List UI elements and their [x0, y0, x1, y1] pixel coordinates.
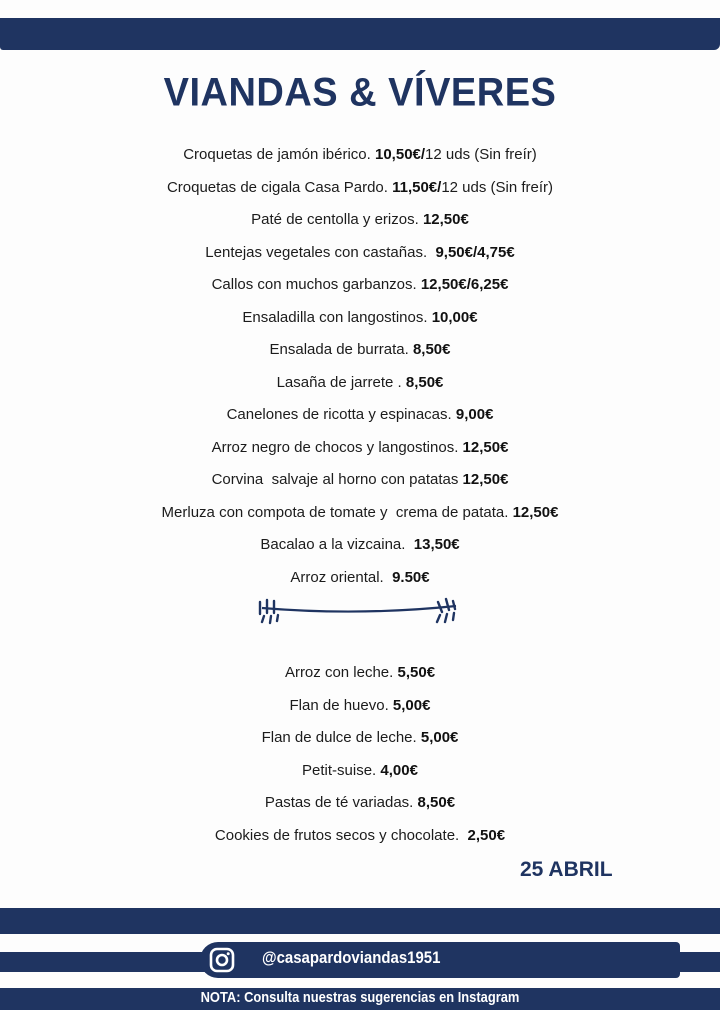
menu-item-name: Merluza con compota de tomate y crema de patata.: [161, 503, 513, 521]
menu-item-price: 12,50€/6,25€: [420, 276, 509, 293]
menu-item: [0, 787, 720, 820]
instagram-icon[interactable]: [207, 946, 237, 974]
menu-item-price: 12,50€: [512, 503, 559, 521]
menu-item-name: Arroz oriental.: [290, 568, 393, 586]
menu-item-price: 8,50€: [417, 794, 456, 811]
menu-item: [0, 237, 720, 270]
menu-item: [0, 820, 720, 853]
menu-item-name: Lasaña de jarrete .: [276, 373, 406, 391]
menu-item-price: 8,50€: [412, 341, 451, 358]
menu-item: [0, 139, 720, 172]
menu-item-name: Pastas de té variadas.: [264, 794, 418, 811]
menu-item-name: Croquetas de jamón ibérico.: [183, 146, 375, 163]
page-title: VIANDAS & VÍVERES: [163, 70, 557, 116]
menu-item: [0, 367, 720, 400]
menu-item: [0, 529, 720, 562]
menu-item: [0, 497, 720, 530]
menu-item-name: Lentejas vegetales con castañas.: [205, 243, 436, 261]
menu-item-name: Flan de dulce de leche.: [261, 729, 421, 746]
menu-item: [0, 722, 720, 755]
menu-item-price: 10,00€: [431, 308, 478, 326]
menu-item-name: Croquetas de cigala Casa Pardo.: [166, 178, 393, 196]
menu-item-price: 9.50€: [392, 568, 430, 586]
menu-item-name: Ensalada de burrata.: [269, 341, 413, 358]
menu-item-price: 5,00€: [392, 696, 431, 714]
mains-list: [0, 139, 720, 594]
menu-item: [0, 269, 720, 302]
menu-item-name: Corvina salvaje al horno con patatas: [211, 471, 463, 488]
footer-note: NOTA: Consulta nuestras sugerencias en Instagram: [200, 989, 520, 1006]
instagram-handle[interactable]: @casapardoviandas1951: [262, 948, 441, 967]
menu-item-name: Bacalao a la vizcaina.: [260, 536, 414, 553]
menu-item-price: 10,50€/: [375, 146, 426, 163]
menu-item: [0, 432, 720, 465]
menu-item-price: 11,50€/: [392, 178, 442, 196]
menu-item: [0, 334, 720, 367]
menu-item-name: Paté de centolla y erizos.: [251, 211, 423, 228]
menu-item-price: 13,50€: [413, 536, 460, 553]
menu-item: [0, 657, 720, 690]
menu-item-price: 2,50€: [467, 826, 506, 844]
menu-item: [0, 399, 720, 432]
menu-item: [0, 172, 720, 205]
menu-item-unit: 12 uds (Sin freír): [441, 178, 554, 196]
menu-item-name: Flan de huevo.: [289, 696, 393, 714]
menu-item-name: Callos con muchos garbanzos.: [211, 276, 421, 293]
menu-item: [0, 204, 720, 237]
menu-item-name: Cookies de frutos secos y chocolate.: [214, 826, 468, 844]
menu-item-price: 9,50€/4,75€: [435, 243, 515, 261]
menu-item-name: Canelones de ricotta y espinacas.: [226, 406, 456, 423]
branch-divider-icon: [252, 596, 466, 626]
desserts-list: [0, 657, 720, 852]
menu-item-price: 12,50€: [462, 471, 509, 488]
menu-item: [0, 464, 720, 497]
menu-item-unit: 12 uds (Sin freír): [425, 146, 537, 163]
menu-item-name: Arroz con leche.: [284, 664, 398, 681]
menu-item: [0, 562, 720, 595]
menu-item-price: 8,50€: [405, 373, 444, 391]
menu-date: 25 ABRIL: [520, 858, 613, 881]
menu-item: [0, 690, 720, 723]
menu-item-price: 5,00€: [420, 729, 459, 746]
menu-item-price: 4,00€: [380, 761, 418, 779]
menu-item-price: 12,50€: [422, 211, 469, 228]
menu-item-price: 5,50€: [397, 664, 436, 681]
menu-item: [0, 302, 720, 335]
top-stripe: [0, 18, 720, 50]
menu-item-name: Petit-suise.: [302, 761, 381, 779]
menu-item-name: Ensaladilla con langostinos.: [242, 308, 432, 326]
menu-item-name: Arroz negro de chocos y langostinos.: [211, 438, 463, 456]
menu-item-price: 9,00€: [455, 406, 494, 423]
bottom-stripe-1: [0, 908, 720, 934]
menu-item: [0, 755, 720, 788]
menu-item-price: 12,50€: [462, 438, 509, 456]
